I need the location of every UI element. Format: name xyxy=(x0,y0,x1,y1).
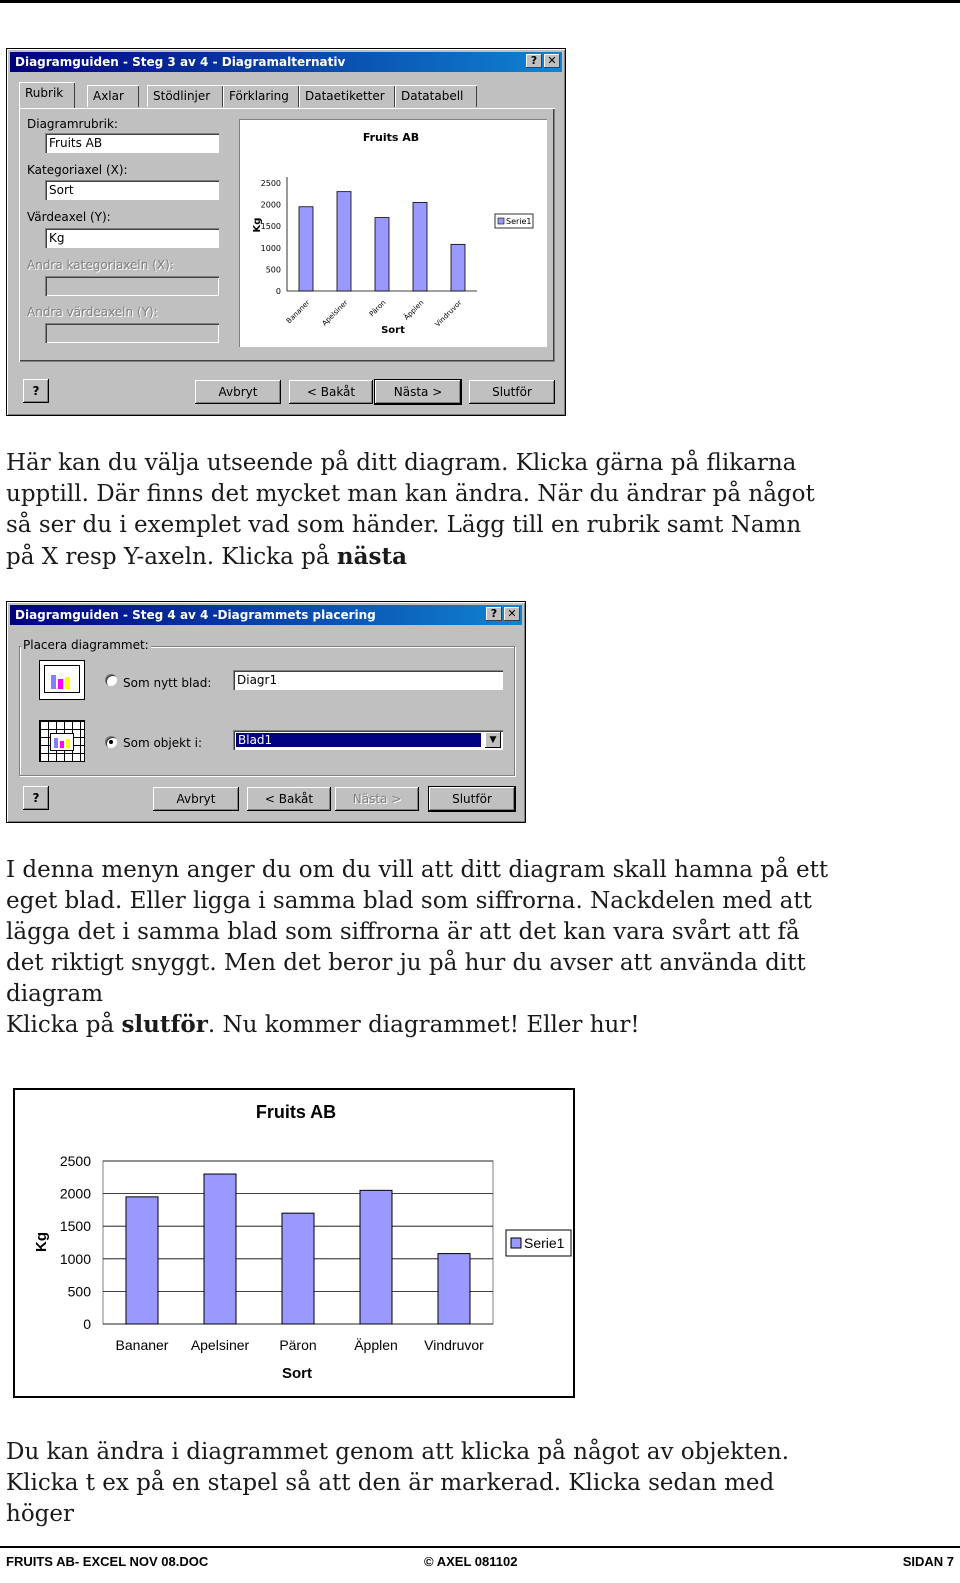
paragraph-finish xyxy=(6,1009,836,1041)
x-tick-label: Bananer xyxy=(115,1337,169,1353)
preview-ylabel: Kg xyxy=(252,217,263,233)
paragraph-finish-post: . Nu kommer diagrammet! Eller hur! xyxy=(207,1012,640,1038)
back-button[interactable]: < Bakåt xyxy=(289,380,373,404)
close-icon[interactable]: ✕ xyxy=(544,54,560,68)
preview-title: Fruits AB xyxy=(362,131,420,144)
bar-vindruvor[interactable] xyxy=(438,1254,470,1324)
value-axis-field[interactable]: Kg xyxy=(45,228,219,248)
preview-y-tick: 1500 xyxy=(260,222,281,232)
preview-xlabel: Sort xyxy=(381,325,405,336)
x-tick-label: Päron xyxy=(279,1337,317,1353)
y-axis-label: Kg xyxy=(33,1232,50,1252)
paragraph-placement: I denna menyn anger du om du vill att ditt diagram skall hamna på ett eget blad. Eller ligga i samma blad som siffrorna. Nackdelen med att lägga det i samma blad som siffrorna är att det kan vara svårt att få det riktigt snyggt. Men det beror ju på hur du avser att använda ditt diagram xyxy=(6,857,829,1007)
cancel-button[interactable]: Avbryt xyxy=(195,380,281,404)
finish-button[interactable]: Slutför xyxy=(469,380,555,404)
as-object-label: Som objekt i: xyxy=(123,736,202,750)
paragraph-finish-pre: Klicka på xyxy=(6,1012,122,1038)
chart-wizard-step3-dialog xyxy=(6,48,566,416)
x-tick-label: Äpplen xyxy=(354,1337,398,1353)
preview-bar xyxy=(413,202,427,291)
tab-datatabell[interactable]: Datatabell xyxy=(395,85,477,107)
x-axis-label: Sort xyxy=(282,1365,312,1382)
preview-legend-swatch xyxy=(498,218,504,224)
secondary-category-axis-label: Andra kategoriaxeln (X): xyxy=(27,258,174,272)
preview-bar xyxy=(375,218,389,291)
bold-next: nästa xyxy=(336,543,407,570)
new-sheet-name-field[interactable]: Diagr1 xyxy=(233,670,503,690)
secondary-value-axis-label: Andra värdeaxeln (Y): xyxy=(27,305,158,319)
sheet-select[interactable] xyxy=(233,730,503,750)
bar-äpplen[interactable] xyxy=(360,1190,392,1324)
legend-label: Serie1 xyxy=(524,1235,565,1251)
x-tick-label: Apelsiner xyxy=(190,1337,250,1353)
help-title-button[interactable]: ? xyxy=(486,607,502,621)
dialog-titlebar xyxy=(10,52,562,72)
preview-bar xyxy=(299,207,313,291)
cancel-button[interactable]: Avbryt xyxy=(153,787,239,811)
preview-x-tick: Päron xyxy=(367,298,388,319)
footer-copyright: © AXEL 081102 xyxy=(424,1554,518,1569)
top-rule xyxy=(0,0,960,3)
placement-group-label: Placera diagrammet: xyxy=(23,638,149,652)
new-sheet-radio[interactable] xyxy=(105,674,117,686)
preview-chart-svg xyxy=(239,119,547,347)
preview-y-tick: 2000 xyxy=(260,200,281,210)
bar-apelsiner[interactable] xyxy=(204,1174,236,1324)
preview-y-tick: 500 xyxy=(265,265,281,275)
tab-axlar[interactable]: Axlar xyxy=(87,85,139,107)
dialog-title: Diagramguiden - Steg 4 av 4 -Diagrammets placering xyxy=(15,608,376,622)
paragraph-choose-style xyxy=(6,448,826,573)
preview-y-tick: 1000 xyxy=(260,243,281,253)
back-button[interactable]: < Bakåt xyxy=(247,787,331,811)
help-button[interactable]: ? xyxy=(23,786,49,810)
page-footer xyxy=(0,1546,960,1583)
new-sheet-icon xyxy=(39,660,85,700)
chart-preview xyxy=(239,119,547,347)
sheet-select-value: Blad1 xyxy=(236,733,481,747)
preview-x-tick: Vindruvor xyxy=(433,298,464,329)
y-tick-label: 1000 xyxy=(59,1250,91,1267)
bar-päron[interactable] xyxy=(282,1213,314,1324)
paragraph-edit-chart: Du kan ändra i diagrammet genom att klicka på något av objekten. Klicka t ex på en stapel så att den är markerad. Klicka sedan med höger xyxy=(6,1439,790,1527)
help-title-button[interactable]: ? xyxy=(526,54,542,68)
tab-strip xyxy=(19,85,559,109)
legend-swatch xyxy=(511,1238,521,1248)
y-tick-label: 2000 xyxy=(59,1185,91,1202)
secondary-category-axis-field xyxy=(45,276,219,296)
next-button: Nästa > xyxy=(335,787,419,811)
bar-bananer[interactable] xyxy=(126,1197,158,1324)
help-button[interactable]: ? xyxy=(23,379,49,403)
as-object-radio[interactable] xyxy=(105,736,117,748)
placement-group xyxy=(19,646,515,776)
chart-area[interactable] xyxy=(13,1088,575,1398)
new-sheet-label: Som nytt blad: xyxy=(123,676,212,690)
chart-title-field[interactable]: Fruits AB xyxy=(45,133,219,153)
chart-wizard-step4-dialog xyxy=(6,601,526,823)
close-icon[interactable]: ✕ xyxy=(504,607,520,621)
footer-rule xyxy=(0,1546,960,1548)
footer-filename: FRUITS AB- EXCEL NOV 08.DOC xyxy=(6,1554,209,1569)
preview-bar xyxy=(337,192,351,291)
preview-y-tick: 2500 xyxy=(260,179,281,188)
tab-stodlinjer[interactable]: Stödlinjer xyxy=(147,85,223,107)
dialog-title: Diagramguiden - Steg 3 av 4 - Diagramalternativ xyxy=(15,55,346,69)
finish-button[interactable]: Slutför xyxy=(429,787,515,811)
chart-title-label: Diagramrubrik: xyxy=(27,117,118,131)
x-tick-label: Vindruvor xyxy=(424,1337,484,1353)
preview-legend-label: Serie1 xyxy=(506,217,532,226)
tab-forklaring[interactable]: Förklaring xyxy=(223,85,299,107)
secondary-value-axis-field xyxy=(45,323,219,343)
chevron-down-icon[interactable]: ▼ xyxy=(485,732,501,748)
preview-x-tick: Äpplen xyxy=(402,298,426,322)
preview-bar xyxy=(451,244,465,291)
next-button[interactable]: Nästa > xyxy=(375,380,461,404)
paragraph-text: Här kan du välja utseende på ditt diagram. Klicka gärna på flikarna upptill. Där finns det mycket man kan ändra. När du ändrar på något så ser du i exemplet vad som händer. Lägg till en rubrik samt Namn på X resp Y-axeln. Klicka på xyxy=(6,450,815,570)
y-tick-label: 500 xyxy=(67,1283,91,1300)
category-axis-label: Kategoriaxel (X): xyxy=(27,163,128,177)
preview-x-tick: Bananer xyxy=(284,298,312,326)
footer-page-number: SIDAN 7 xyxy=(902,1554,954,1569)
tab-dataetiketter[interactable]: Dataetiketter xyxy=(299,85,395,107)
y-tick-label: 1500 xyxy=(59,1218,91,1235)
value-axis-label: Värdeaxel (Y): xyxy=(27,210,111,224)
y-tick-label: 2500 xyxy=(59,1153,91,1169)
preview-x-tick: Apelsiner xyxy=(320,298,350,328)
y-tick-label: 0 xyxy=(83,1316,91,1332)
tab-rubrik[interactable]: Rubrik xyxy=(19,82,75,108)
category-axis-field[interactable]: Sort xyxy=(45,180,219,200)
bold-finish: slutför xyxy=(121,1011,208,1038)
embedded-object-icon xyxy=(39,720,85,762)
chart-title: Fruits AB xyxy=(255,1102,337,1122)
dialog-titlebar xyxy=(10,605,522,625)
preview-y-tick: 0 xyxy=(275,287,281,296)
bar-chart-svg xyxy=(15,1090,573,1396)
